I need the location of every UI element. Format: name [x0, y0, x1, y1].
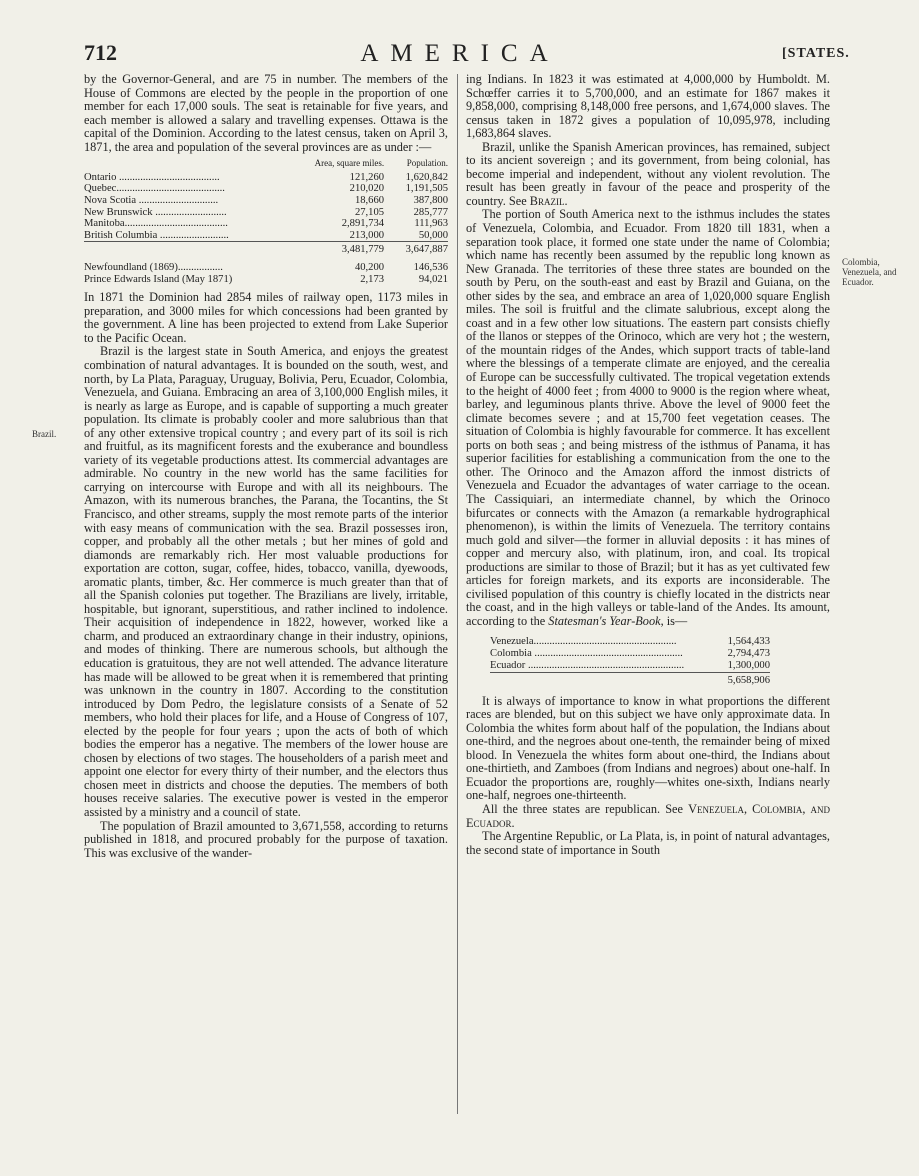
paragraph: All the three states are republican. See Venezuela, Colombia, and Ecuador.: [466, 801, 830, 830]
cross-reference: Venezuela, Colombia, and Ecuador.: [466, 801, 830, 830]
book-title: Statesman's Year-Book: [548, 613, 661, 628]
table-row: Colombia ........................................................ 2,794,473: [490, 648, 770, 660]
table-row: Nova Scotia .............................. 18,660 387,800: [84, 195, 448, 207]
table-row: Quebec......................................... 210,020 1,191,505: [84, 183, 448, 195]
population-table: [490, 636, 770, 686]
paragraph: Brazil, unlike the Spanish American provinces, has remained, subject to its ancient sovereign ; and its government, from being colonial, has become imperial and independent, without any violent revolution. The result has been greatly in favour of the peace and prosperity of the country. See Brazil.: [466, 139, 830, 208]
table-row: Manitoba....................................... 2,891,734 111,963: [84, 218, 448, 230]
right-column: [466, 73, 830, 857]
column-header-area: Area, square miles.: [314, 158, 385, 169]
paragraph: The population of Brazil amounted to 3,671,558, according to returns published in 1818, and procured probably for the purpose of taxation. This was exclusive of the wander-: [84, 818, 448, 860]
cross-reference: Brazil.: [529, 193, 568, 208]
province-table: [84, 158, 448, 285]
paragraph: ing Indians. In 1823 it was estimated at 4,000,000 by Humboldt. M. Schœffer carries it to 5,700,000, and an estimate for 1867 makes it 9,858,000, comprising 8,148,000 free persons, and 1,674,000 slaves. The census taken in 1872 gives a population of 10,095,978, including 1,683,864 slaves.: [466, 72, 830, 141]
margin-note-brazil: Brazil.: [32, 429, 57, 439]
page-number: 712: [84, 40, 117, 65]
table-row: Ecuador ........................................................... 1,300,000: [490, 660, 770, 672]
margin-note-colombia: Colombia, Venezuela, and Ecuador.: [842, 257, 897, 287]
paragraph: Brazil is the largest state in South America, and enjoys the greatest combination of natural advantages. It is bounded on the south, west, and north, by La Plata, Paraguay, Uruguay, Bolivia, Peru, Ecuador, Colombia, Venezuela, and Guiana. Embracing an area of 3,100,000 English miles, it is nearly as large as Europe, and is capable of supporting a much greater population. Its climate is probably cooler and more salubrious than that of any other extensive tropical country ; and every part of its soil is rich and fruitful, as its magnificent forests and the exuberance and boundless variety of its vegetable productions attest. Its commercial advantages are admirable. No country in the new world has the same facilities for carrying on intercourse with Europe and with all its neighbours. The Amazon, with its numerous branches, the Parana, the Tocantins, the St Francisco, and other streams, supply the most remote parts of the interior with easy means of communication with the sea. Brazil possesses iron, copper, and probably all the other metals ; but her mines of gold and diamonds are remarkably rich. Her most valuable productions for exportation are cotton, sugar, coffee, hides, tobacco, vanilla, dyewoods, aromatic plants, timber, &c. Her commerce is much greater than that of all the Spanish colonies put together. The Brazilians are lively, irritable, hospitable, but ignorant, superstitious, and rather inclined to indolence. Their acquisition of independence in 1822, however, worked like a charm, and produced an extraordinary change in their industry, opinions, and modes of thinking. There are numerous schools, but although the education is gratuitous, they are not well attended. The advance literature has made will be allowed to be great when it is remembered that printing was unknown in the country in 1807. According to the constitution introduced by Dom Pedro, the legislature consists of a Senate of 52 members, who hold their places for life, and a House of Congress of 107, elected by the people for four years ; upon the acts of both of which bodies the emperor has a negative. The members of the lower house are chosen by elections of two stages. The householders of a parish meet and appoint one elector for every thirty of their number, and the electors thus chosen meet in districts and choose the deputies. The members of both houses receive salaries. The executive power is vested in the emperor assisted by a ministry and a council of state.: [84, 344, 448, 819]
table-row: New Brunswick ........................... 27,105 285,777: [84, 206, 448, 218]
running-title: AMERICA: [360, 40, 560, 67]
left-column: [84, 73, 448, 860]
paragraph: It is always of importance to know in what proportions the different races are blended, but on this subject we have only approximate data. In Colombia the whites form about half of the population, the Indians about one-third, and the negroes about one-tenth, the remainder being of mixed blood. In Venezuela the whites form about one-third, the Indians about one-thirtieth, and Zamboes (from Indians and negroes) about one-half. In Ecuador the proportions are, roughly—whites one-sixth, Indians nearly one-half, negroes one-thirteenth.: [466, 693, 830, 803]
table-row: Venezuela...................................................... 1,564,433: [490, 636, 770, 648]
table-row: Prince Edwards Island (May 1871) 2,173 94,021: [84, 273, 448, 285]
column-divider: [457, 74, 458, 1114]
paragraph: The Argentine Republic, or La Plata, is, in point of natural advantages, the second state of importance in South: [466, 829, 830, 857]
table-total-row: 5,658,906: [490, 672, 770, 686]
column-header-population: Population.: [406, 158, 448, 169]
section-label: [STATES.: [782, 46, 850, 61]
paragraph: The portion of South America next to the isthmus includes the states of Venezuela, Colombia, and Ecuador. From 1820 till 1831, when a separation took place, it formed one state under the name of Colombia; which name has recently been assumed by the republic long known as New Granada. The territories of these three states are bounded on the south by Peru, on the south-east and east by Brazil and Guiana, on the other sides by the sea, and embrace an area of 1,020,000 square English miles. The soil is fruitful and the climate salubrious, except along the coast and in a few other low situations. The eastern part consists chiefly of the llanos or steppes of the Orinoco, which are very hot ; the western, of the mountain ridges of the Andes, which support tracts of table-land where the blessings of a temperate climate are enjoyed, and the cerealia of Europe can be successfully cultivated. The tropical vegetation extends to the height of 4000 feet ; from 4000 to 9000 is the region where wheat, barley, and leguminous plants thrive. Above the level of 9000 feet the climate becomes severe ; and at 15,700 feet vegetation ceases. The situation of Colombia is highly favourable for commerce. It has excellent ports on both seas ; and being mistress of the isthmus of Panama, it has superior facilities for establishing a communication from the one to the other. The Orinoco and the Amazon afford the inmost districts of Venezuela and Ecuador the advantages of water carriage to the ocean. The Cassiquiari, an intermediate channel, by which the Orinoco bifurcates or connects with the Amazon (a remarkable hydrographical phenomenon), is within the limits of Venezuela. The territory contains much gold and silver—the former in alluvial deposits : it has mines of copper and mercury also, with platinum, iron, and coal. Its tropical productions are similar to those of Brazil; but it has as yet cultivated few articles for foreign markets, and its exports are inconsiderable. The civilised population of this country is chiefly located in the districts near the coast, and in the high valleys or table-land of the Andes. Its amount, according to the Statesman's Year-Book, is—: [466, 207, 830, 628]
table-row: Newfoundland (1869)................. 40,200 146,536: [84, 262, 448, 274]
table-row: Ontario ...................................... 121,260 1,620,842: [84, 171, 448, 183]
table-total-row: 3,481,779 3,647,887: [84, 242, 448, 256]
paragraph: by the Governor-General, and are 75 in number. The members of the House of Commons are elected by the people in the proportion of one member for each 17,000 souls. The seat is retainable for five years, and each member is allowed a salary and travelling expenses. Ottawa is the capital of the Dominion. According to the latest census, taken on April 3, 1871, the area and population of the several provinces are as under :—: [84, 72, 448, 154]
table-row: British Columbia .......................... 213,000 50,000: [84, 229, 448, 241]
paragraph: In 1871 the Dominion had 2854 miles of railway open, 1173 miles in preparation, and 3000 miles for which concessions had been granted by the government. A line has been projected to extend from Lake Superior to the Pacific Ocean.: [84, 290, 448, 345]
